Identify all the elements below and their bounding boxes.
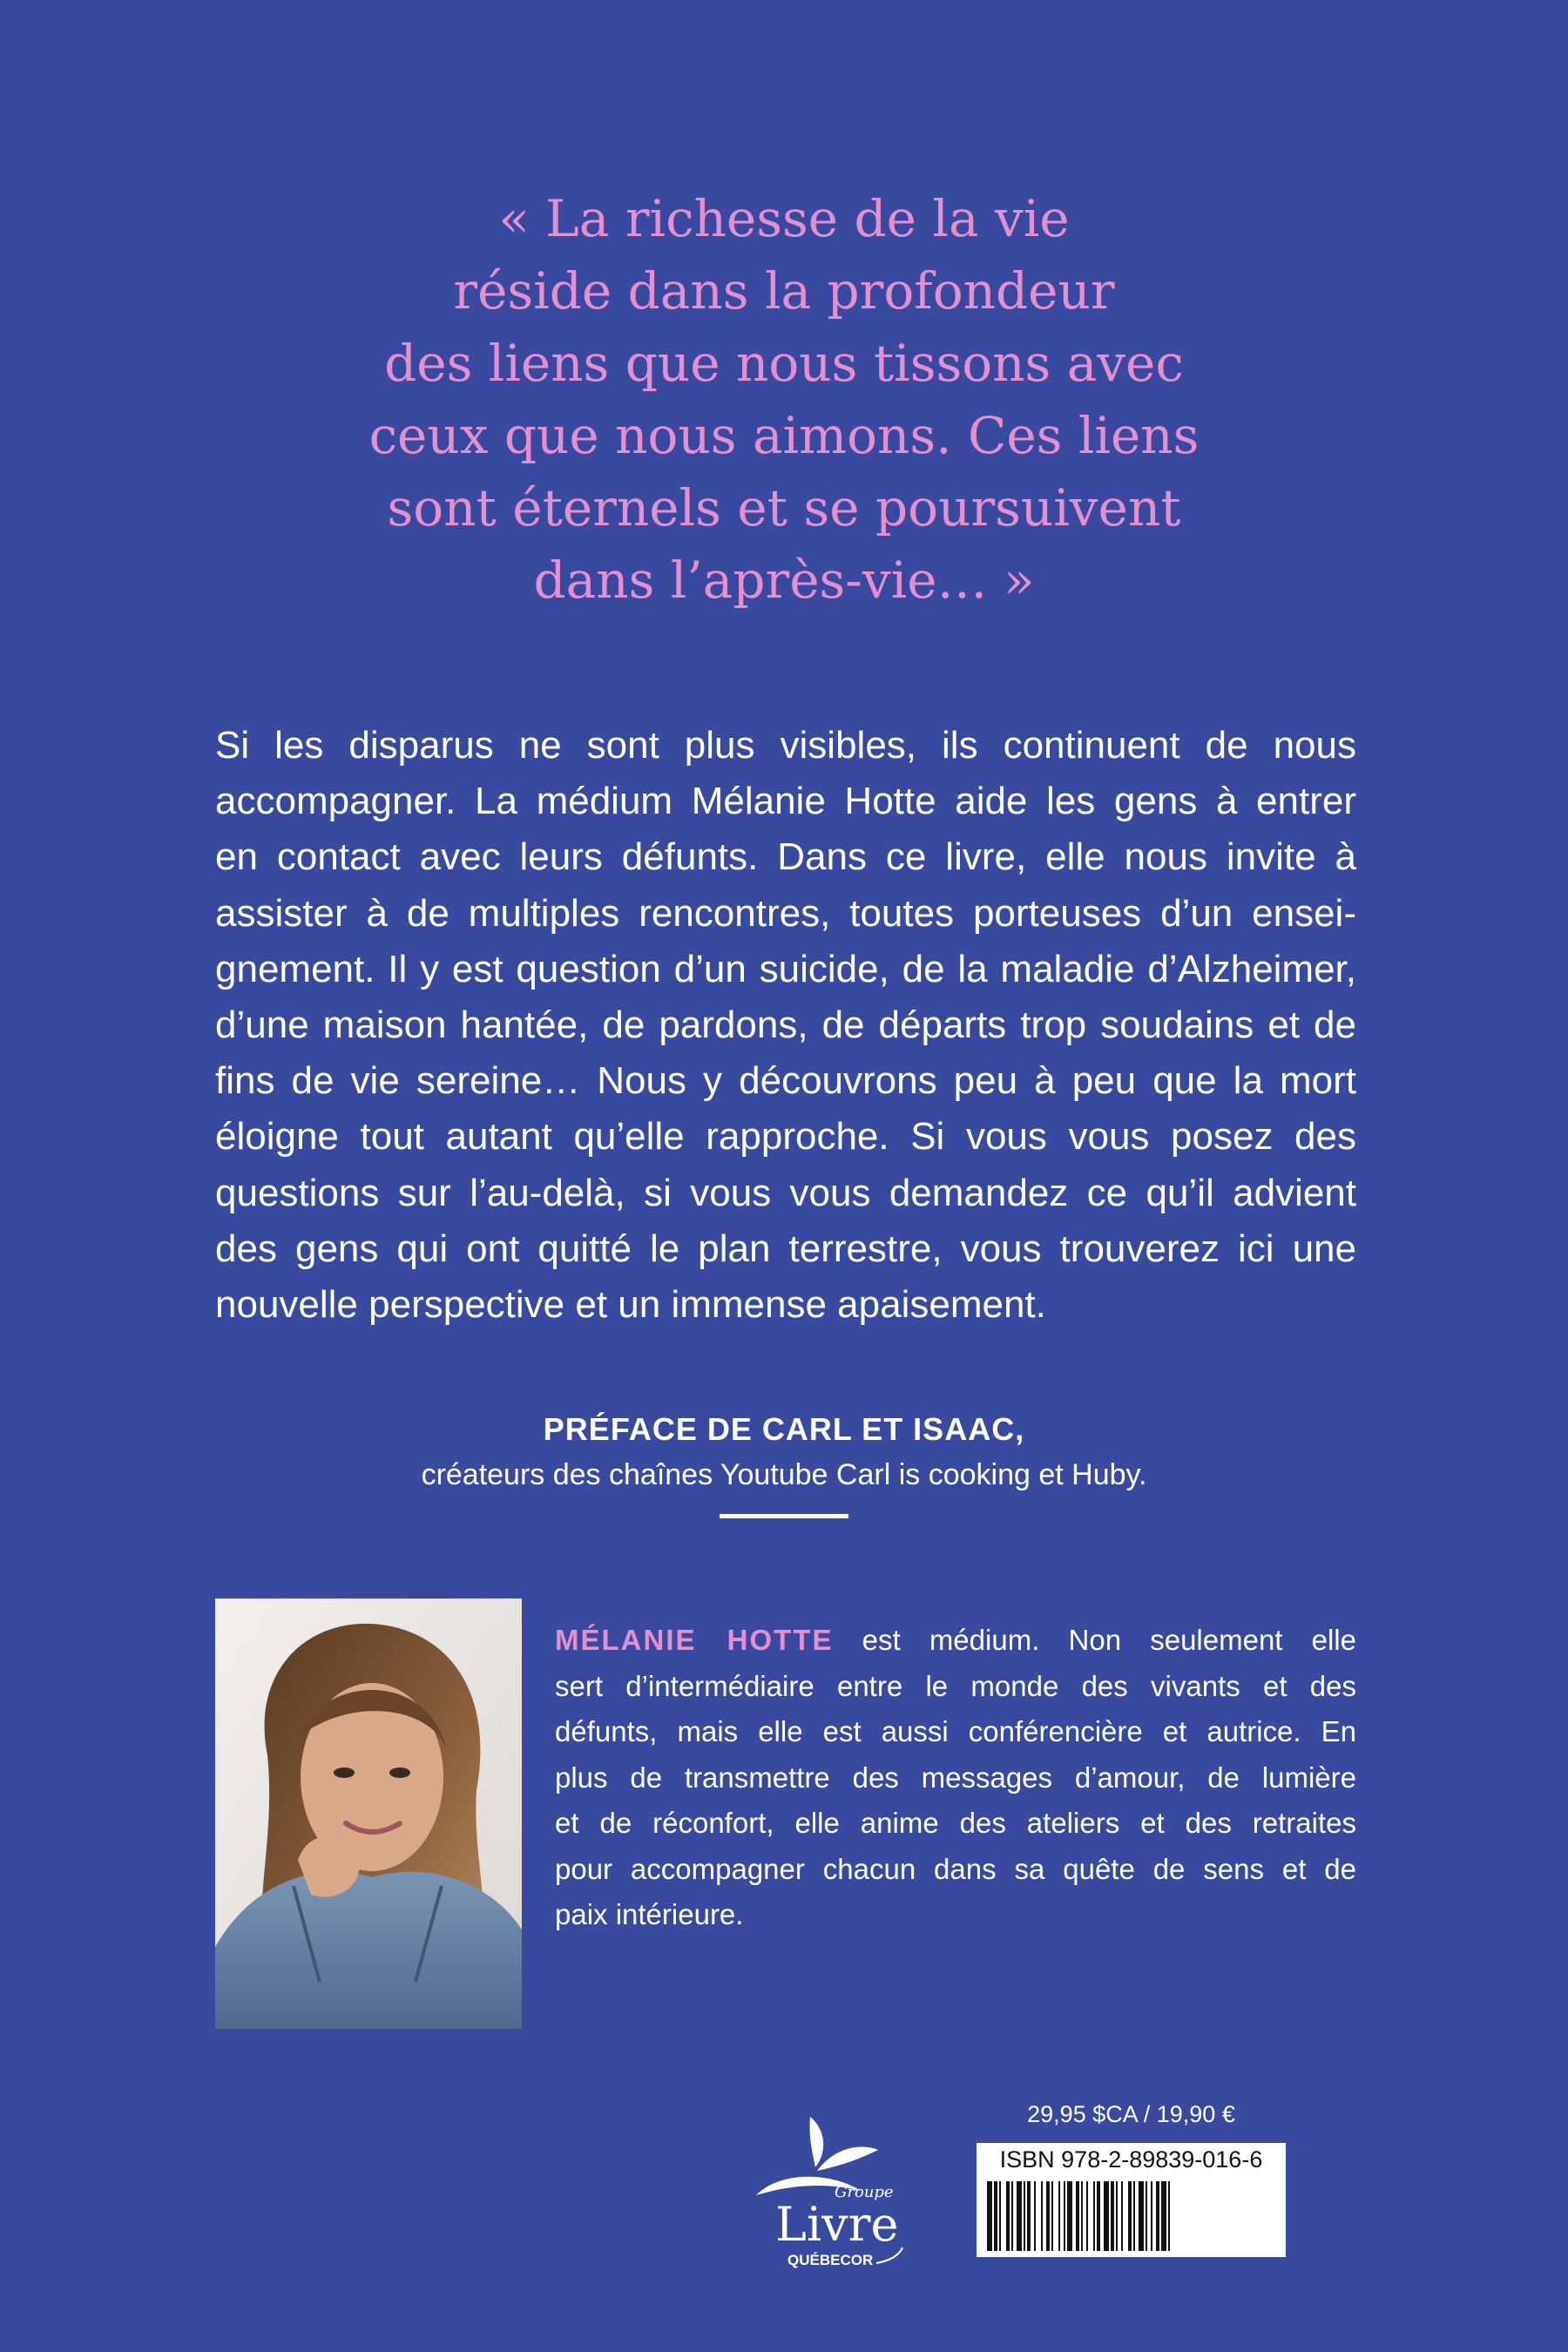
barcode-bar — [1161, 2181, 1166, 2251]
barcode-bar — [1111, 2181, 1114, 2251]
barcode-bar — [1093, 2181, 1095, 2251]
barcode-bar — [1046, 2181, 1050, 2251]
description-line: gnement. Il y est question d’un suicide, de la maladie d’Alzheimer, — [215, 947, 1356, 990]
quote-line: « La richesse de la vie — [498, 189, 1070, 248]
author-photo — [215, 1598, 522, 2029]
barcode-bar — [1116, 2181, 1118, 2251]
barcode-bar — [1064, 2181, 1065, 2251]
preface-title: PRÉFACE DE CARL ET ISAAC, — [543, 1411, 1025, 1447]
bio-line — [555, 1618, 1356, 1664]
barcode-bar — [1146, 2181, 1147, 2251]
description-line: en contact avec leurs défunts. Dans ce livre, elle nous invite à — [215, 835, 1356, 879]
barcode-bar — [1139, 2181, 1144, 2251]
barcode-bar — [1034, 2181, 1036, 2251]
description-line: nouvelle perspective et un immense apaisement. — [215, 1283, 1046, 1327]
barcode-bar — [999, 2181, 1001, 2251]
barcode-bar — [987, 2181, 992, 2251]
publisher-line2: Livre — [775, 2197, 899, 2252]
publisher-line3: QUÉBECOR — [787, 2252, 874, 2268]
barcode-bar — [1058, 2181, 1060, 2251]
barcode-bar — [1067, 2181, 1072, 2251]
author-bio — [555, 1618, 1356, 1938]
barcode-bar — [1041, 2181, 1043, 2251]
description-line: questions sur l’au-delà, si vous vous demandez ce qu’il advient — [215, 1171, 1356, 1214]
barcode-bar — [1081, 2181, 1083, 2251]
barcode-bar — [1076, 2181, 1079, 2251]
bio-line: défunts, mais elle est aussi conférencière et autrice. En — [555, 1715, 1356, 1747]
bio-line: paix intérieure. — [555, 1898, 744, 1930]
barcode-bar — [1011, 2181, 1013, 2251]
author-name: MÉLANIE HOTTE — [555, 1624, 834, 1656]
barcode-bar — [1133, 2181, 1135, 2251]
bio-line: sert d’intermédiaire entre le monde des vivants et des — [555, 1669, 1356, 1702]
barcode-bar — [1024, 2181, 1025, 2251]
barcode-bar — [1156, 2181, 1159, 2251]
divider — [720, 1514, 848, 1518]
barcode-bar — [994, 2181, 997, 2251]
description-line: fins de vie sereine… Nous y découvrons peu à peu que la mort — [215, 1059, 1356, 1103]
bio-line: pour accompagner chacun dans sa quête de sens et de — [555, 1852, 1356, 1885]
description-line: Si les disparus ne sont plus visibles, ils continuent de nous — [215, 724, 1356, 767]
quote-line: des liens que nous tissons avec — [384, 334, 1184, 393]
preface-subtitle: créateurs des chaînes Youtube Carl is cooking et Huby. — [421, 1458, 1147, 1491]
barcode-bar — [1128, 2181, 1132, 2251]
barcode-bar — [1017, 2181, 1022, 2251]
bio-line: et de réconfort, elle anime des ateliers et des retraites — [555, 1807, 1356, 1839]
quote-line: ceux que nous aimons. Ces liens — [368, 406, 1200, 465]
barcode-bar — [1121, 2181, 1123, 2251]
barcode-bar — [1006, 2181, 1010, 2251]
quote-line: dans l’après-vie… » — [533, 551, 1035, 610]
barcode-bar — [1097, 2181, 1100, 2251]
description-line: accompagner. La médium Mélanie Hotte aide les gens à entrer — [215, 780, 1356, 823]
publisher-line1: Groupe — [835, 2183, 894, 2201]
barcode-bar — [1168, 2181, 1170, 2251]
barcode-bar — [1086, 2181, 1088, 2251]
quote-line: réside dans la profondeur — [453, 261, 1115, 321]
barcode-bar — [1051, 2181, 1053, 2251]
description-line: assister à de multiples rencontres, toutes porteuses d’un ensei- — [215, 891, 1356, 935]
pull-quote — [218, 183, 1350, 617]
barcode-bar — [1104, 2181, 1109, 2251]
barcode-bar — [1151, 2181, 1152, 2251]
quote-line: sont éternels et se poursuivent — [387, 478, 1181, 537]
barcode-bar — [1027, 2181, 1031, 2251]
description-line: des gens qui ont quitté le plan terrestre, vous trouverez ici une — [215, 1227, 1356, 1270]
book-description — [215, 718, 1356, 1333]
bio-text: est médium. Non seulement elle — [833, 1624, 1356, 1656]
description-line: éloigne tout autant qu’elle rapproche. Si vous vous posez des — [215, 1115, 1356, 1159]
isbn-text: ISBN 978-2-89839-016-6 — [999, 2146, 1263, 2173]
bio-line: plus de transmettre des messages d’amour, de lumière — [555, 1761, 1356, 1794]
description-line: d’une maison hantée, de pardons, de départs trop soudains et de — [215, 1004, 1356, 1047]
barcode-bars — [987, 2181, 1275, 2251]
isbn-barcode — [977, 2143, 1286, 2257]
price-label: 29,95 $CA / 19,90 € — [1027, 2101, 1235, 2127]
publisher-logo — [730, 2108, 922, 2274]
